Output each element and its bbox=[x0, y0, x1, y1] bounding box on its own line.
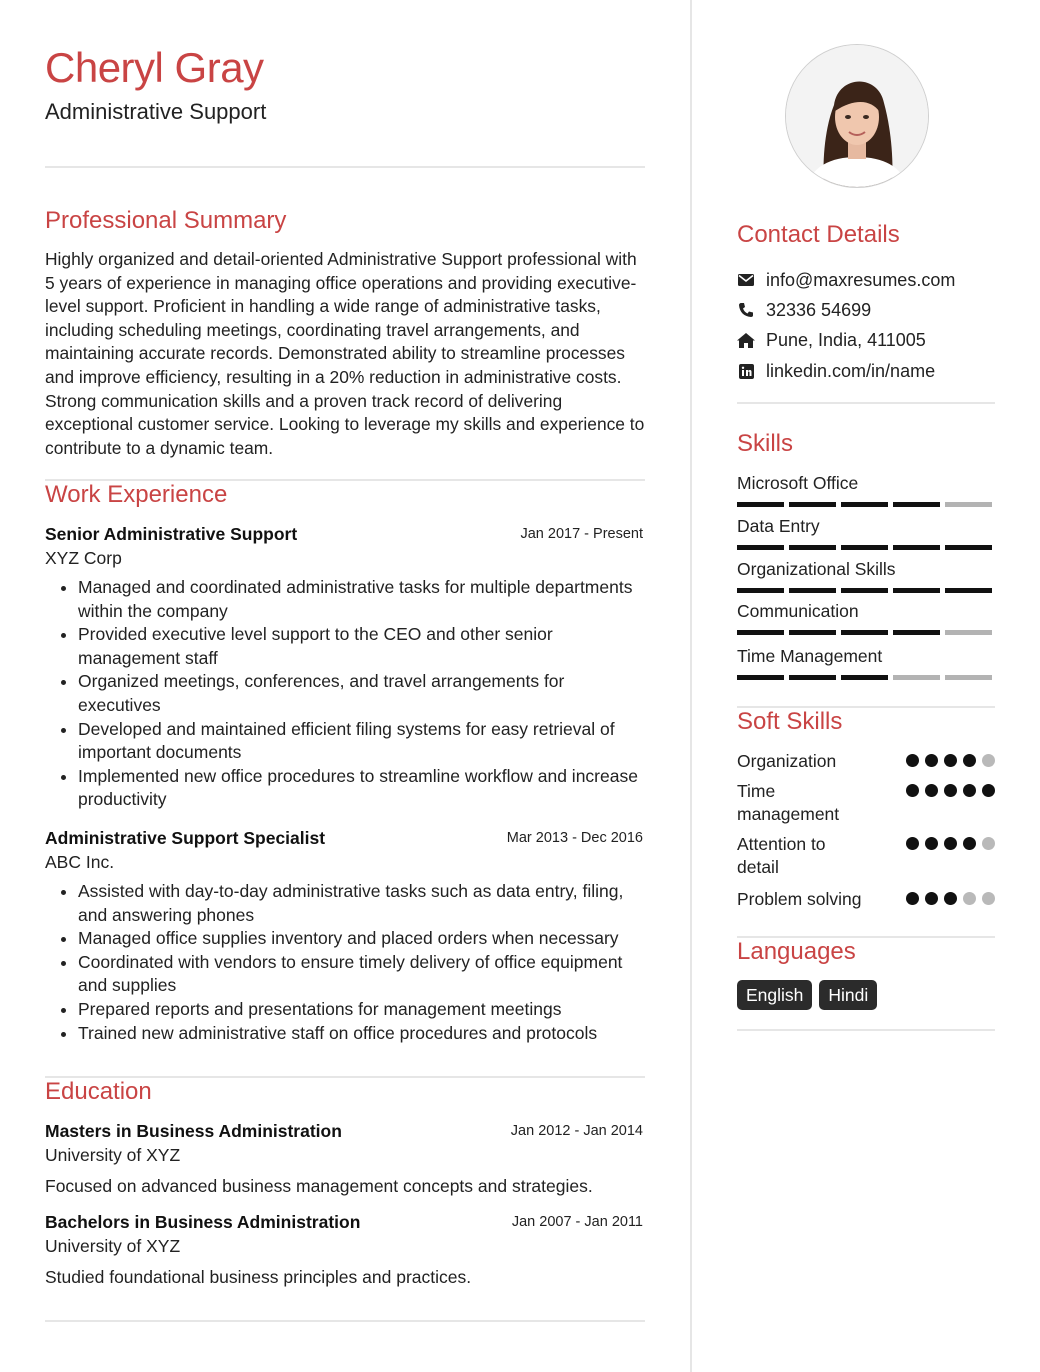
contact-heading: Contact Details bbox=[737, 221, 900, 248]
soft-skill-rating bbox=[906, 754, 995, 767]
education-heading: Education bbox=[45, 1078, 152, 1105]
job-bullet: • Assisted with day-to-day administrative tasks such as data entry, filing, and answering phones bbox=[78, 880, 645, 927]
experience-heading: Work Experience bbox=[45, 481, 228, 508]
skill-level-bar bbox=[737, 675, 995, 680]
rating-dot bbox=[906, 784, 919, 797]
education-description: Studied foundational business principles and practices. bbox=[45, 1267, 472, 1287]
soft-skill-name: Problem solving bbox=[737, 889, 862, 909]
envelope-icon bbox=[737, 271, 755, 289]
skill-item bbox=[737, 472, 995, 507]
rating-dot bbox=[982, 754, 995, 767]
candidate-title: Administrative Support bbox=[45, 99, 267, 124]
skill-item bbox=[737, 600, 995, 635]
skill-item bbox=[737, 515, 995, 550]
skill-bar-segment bbox=[945, 675, 992, 680]
soft-skill-name: Organization bbox=[737, 751, 837, 771]
skill-bar-segment bbox=[945, 588, 992, 593]
job-bullets bbox=[45, 576, 645, 812]
rating-dot bbox=[963, 892, 976, 905]
job-bullet: • Managed office supplies inventory and placed orders when necessary bbox=[78, 927, 645, 951]
skill-bar-segment bbox=[841, 545, 888, 550]
job-title: Senior Administrative Support bbox=[45, 524, 298, 544]
job-bullet: • Trained new administrative staff on office procedures and protocols bbox=[78, 1022, 645, 1046]
phone-text: 32336 54699 bbox=[766, 299, 872, 320]
job-bullet: • Developed and maintained efficient filing systems for easy retrieval of important documents bbox=[78, 718, 645, 765]
skill-level-bar bbox=[737, 545, 995, 550]
soft-skill-item bbox=[737, 833, 995, 879]
skill-bar-segment bbox=[737, 588, 784, 593]
rating-dot bbox=[925, 837, 938, 850]
language-list bbox=[737, 980, 877, 1010]
column-divider bbox=[690, 0, 692, 1372]
header-divider bbox=[45, 166, 645, 168]
job-bullet: • Organized meetings, conferences, and travel arrangements for executives bbox=[78, 670, 645, 717]
rating-dot bbox=[906, 892, 919, 905]
language-badge: Hindi bbox=[819, 980, 877, 1010]
job-entry bbox=[45, 522, 645, 812]
linkedin-icon bbox=[737, 362, 755, 380]
skill-bar-segment bbox=[841, 630, 888, 635]
education-entry bbox=[45, 1119, 645, 1198]
email-text: info@maxresumes.com bbox=[766, 269, 956, 290]
languages-heading: Languages bbox=[737, 938, 856, 965]
job-bullet: • Implemented new office procedures to streamline workflow and increase productivity bbox=[78, 765, 645, 812]
rating-dot bbox=[982, 892, 995, 905]
rating-dot bbox=[963, 784, 976, 797]
job-bullet: • Coordinated with vendors to ensure timely delivery of office equipment and supplies bbox=[78, 951, 645, 998]
summary-text: Highly organized and detail-oriented Administrative Support professional with 5 years of experience in managing office operations and providing executive-level support. Proficient in handling a wide range of administrative tasks, including scheduling meetings, coordinating travel arrangements, and maintaining accurate records. Demonstrated ability to streamline processes and improve efficiency, resulting in a 20% reduction in administrative costs. Strong communication skills and a proven track record of delivering exceptional customer service. Looking to leverage my skills and experience to contribute to a dynamic team. bbox=[45, 249, 645, 458]
rating-dot bbox=[963, 754, 976, 767]
skill-bar-segment bbox=[789, 545, 836, 550]
skill-bar-segment bbox=[737, 545, 784, 550]
soft-skill-name: Attention to detail bbox=[737, 834, 826, 877]
soft-skills-heading: Soft Skills bbox=[737, 708, 843, 735]
skill-bar-segment bbox=[893, 588, 940, 593]
contact-divider bbox=[737, 402, 995, 404]
education-entry bbox=[45, 1210, 645, 1289]
rating-dot bbox=[963, 837, 976, 850]
skill-bar-segment bbox=[789, 588, 836, 593]
languages-divider bbox=[737, 1029, 995, 1031]
rating-dot bbox=[925, 784, 938, 797]
rating-dot bbox=[982, 784, 995, 797]
rating-dot bbox=[906, 837, 919, 850]
skill-item bbox=[737, 645, 995, 680]
soft-skill-item bbox=[737, 780, 995, 826]
skill-bar-segment bbox=[737, 675, 784, 680]
skill-name: Time Management bbox=[737, 646, 883, 666]
skill-name: Organizational Skills bbox=[737, 559, 896, 579]
linkedin-text: linkedin.com/in/name bbox=[766, 360, 936, 381]
contact-address bbox=[737, 328, 926, 352]
skill-bar-segment bbox=[893, 545, 940, 550]
skill-bar-segment bbox=[945, 545, 992, 550]
soft-skill-name: Time management bbox=[737, 781, 840, 824]
skill-name: Communication bbox=[737, 601, 859, 621]
summary-heading: Professional Summary bbox=[45, 207, 287, 234]
education-dates: Jan 2012 - Jan 2014 bbox=[510, 1123, 643, 1139]
rating-dot bbox=[944, 892, 957, 905]
rating-dot bbox=[944, 754, 957, 767]
skill-level-bar bbox=[737, 630, 995, 635]
soft-skill-rating bbox=[906, 837, 995, 850]
language-badge: English bbox=[737, 980, 812, 1010]
job-bullet: • Managed and coordinated administrative tasks for multiple departments within the company bbox=[78, 576, 645, 623]
soft-skill-item bbox=[737, 750, 995, 773]
rating-dot bbox=[906, 754, 919, 767]
skill-bar-segment bbox=[789, 502, 836, 507]
degree-title: Bachelors in Business Administration bbox=[45, 1212, 361, 1232]
contact-linkedin[interactable] bbox=[737, 359, 935, 383]
skill-bar-segment bbox=[893, 630, 940, 635]
job-company: ABC Inc. bbox=[45, 852, 115, 872]
degree-title: Masters in Business Administration bbox=[45, 1121, 342, 1141]
rating-dot bbox=[982, 837, 995, 850]
rating-dot bbox=[925, 754, 938, 767]
job-bullets bbox=[45, 880, 645, 1045]
rating-dot bbox=[944, 837, 957, 850]
skill-bar-segment bbox=[945, 630, 992, 635]
soft-skill-rating bbox=[906, 892, 995, 905]
education-dates: Jan 2007 - Jan 2011 bbox=[511, 1214, 643, 1230]
contact-phone[interactable] bbox=[737, 298, 871, 322]
soft-skill-item bbox=[737, 888, 995, 911]
phone-icon bbox=[737, 301, 755, 319]
job-entry bbox=[45, 826, 645, 1045]
skill-item bbox=[737, 558, 995, 593]
contact-email[interactable] bbox=[737, 268, 955, 292]
education-divider bbox=[45, 1320, 645, 1322]
job-dates: Jan 2017 - Present bbox=[520, 526, 643, 542]
profile-photo bbox=[785, 44, 929, 188]
home-icon bbox=[737, 331, 755, 349]
school-name: University of XYZ bbox=[45, 1236, 181, 1256]
soft-skill-rating bbox=[906, 784, 995, 797]
rating-dot bbox=[944, 784, 957, 797]
skill-bar-segment bbox=[737, 630, 784, 635]
skill-name: Microsoft Office bbox=[737, 473, 859, 493]
skill-bar-segment bbox=[893, 675, 940, 680]
school-name: University of XYZ bbox=[45, 1145, 181, 1165]
skill-name: Data Entry bbox=[737, 516, 820, 536]
job-title: Administrative Support Specialist bbox=[45, 828, 326, 848]
skill-level-bar bbox=[737, 502, 995, 507]
rating-dot bbox=[925, 892, 938, 905]
skill-bar-segment bbox=[945, 502, 992, 507]
skill-bar-segment bbox=[841, 502, 888, 507]
skill-level-bar bbox=[737, 588, 995, 593]
skill-bar-segment bbox=[893, 502, 940, 507]
skill-bar-segment bbox=[789, 675, 836, 680]
job-bullet: • Provided executive level support to the CEO and other senior management staff bbox=[78, 623, 645, 670]
job-bullet: • Prepared reports and presentations for management meetings bbox=[78, 998, 645, 1022]
education-description: Focused on advanced business management concepts and strategies. bbox=[45, 1176, 593, 1196]
job-dates: Mar 2013 - Dec 2016 bbox=[506, 830, 643, 846]
skill-bar-segment bbox=[789, 630, 836, 635]
job-company: XYZ Corp bbox=[45, 548, 122, 568]
address-text: Pune, India, 411005 bbox=[766, 329, 926, 350]
candidate-name: Cheryl Gray bbox=[45, 44, 264, 91]
skill-bar-segment bbox=[841, 675, 888, 680]
skill-bar-segment bbox=[737, 502, 784, 507]
skill-bar-segment bbox=[841, 588, 888, 593]
skills-heading: Skills bbox=[737, 430, 794, 457]
